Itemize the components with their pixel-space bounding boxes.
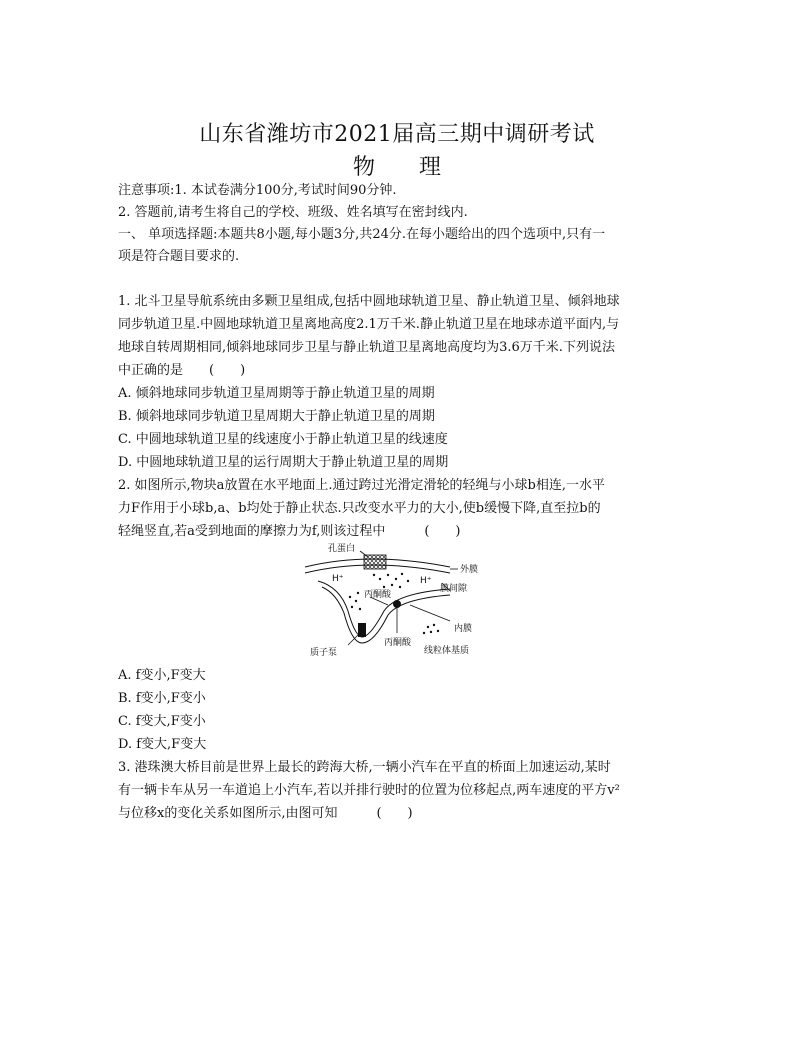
q2-stem-line-3: 轻绳竖直,若a受到地面的摩擦力为f,则该过程中 ( ) bbox=[118, 524, 461, 539]
label-inner-membrane: 内膜 bbox=[454, 624, 473, 634]
q3-stem-line-3: 与位移x的变化关系如图所示,由图可知 ( ) bbox=[118, 806, 413, 821]
label-matrix: 线粒体基质 bbox=[424, 646, 470, 656]
q3-stem-line-2: 有一辆卡车从另一车道追上小汽车,若以并排行驶时的位置为位移起点,两车速度的平方v² bbox=[118, 783, 620, 798]
label-outer-membrane: 外膜 bbox=[460, 565, 479, 575]
porin-protein bbox=[364, 555, 386, 569]
q1-option-c: C. 中圆地球轨道卫星的线速度小于静止轨道卫星的线速度 bbox=[118, 432, 448, 447]
q2-option-b: B. f变小,F变小 bbox=[118, 691, 206, 706]
q1-stem-line-1: 1. 北斗卫星导航系统由多颗卫星组成,包括中圆地球轨道卫星、静止轨道卫星、倾斜地球 bbox=[118, 294, 620, 309]
section-heading-line-1: 一、 单项选择题:本题共8小题,每小题3分,共24分.在每小题给出的四个选项中,只有一 bbox=[118, 227, 606, 242]
q1-stem-line-4: 中正确的是 ( ) bbox=[118, 363, 246, 378]
exam-title: 山东省潍坊市2021届高三期中调研考试 bbox=[199, 122, 595, 147]
label-proton-pump: 质子泵 bbox=[310, 648, 338, 657]
notes-line-2: 2. 答题前,请考生将自己的学校、班级、姓名填写在密封线内. bbox=[118, 205, 468, 220]
q1-stem-line-2: 同步轨道卫星.中圆地球轨道卫星离地高度2.1万千米.静止轨道卫星在地球赤道平面内,与 bbox=[118, 317, 620, 332]
q2-option-a: A. f变小,F变大 bbox=[118, 668, 206, 683]
section-heading-line-2: 项是符合题目要求的. bbox=[118, 249, 240, 264]
q3-stem-line-1: 3. 港珠澳大桥目前是世界上最长的跨海大桥,一辆小汽车在平直的桥面上加速运动,某时 bbox=[118, 760, 611, 775]
mitochondria-membrane-diagram bbox=[300, 541, 490, 657]
proton-pump bbox=[358, 623, 366, 637]
pyruvate-transporter bbox=[393, 600, 401, 608]
q2-stem-line-2: 力F作用于小球b,a、b均处于静止状态.只改变水平力的大小,使b缓慢下降,直至拉b的 bbox=[118, 501, 601, 516]
q1-option-b: B. 倾斜地球同步轨道卫星周期大于静止轨道卫星的周期 bbox=[118, 409, 435, 424]
q2-option-d: D. f变大,F变大 bbox=[118, 737, 207, 752]
q2-stem-line-1: 2. 如图所示,物块a放置在水平地面上.通过跨过光滑定滑轮的轻绳与小球b相连,一水平 bbox=[118, 478, 606, 493]
notes-line-1: 注意事项:1. 本试卷满分100分,考试时间90分钟. bbox=[118, 183, 397, 198]
q1-option-d: D. 中圆地球轨道卫星的运行周期大于静止轨道卫星的周期 bbox=[118, 455, 449, 470]
label-porin: 孔蛋白 bbox=[328, 544, 356, 554]
label-pyruvate-upper: 丙酮酸 bbox=[364, 590, 392, 600]
label-proton-right: H⁺ bbox=[420, 576, 432, 586]
q1-stem-line-3: 地球自转周期相同,倾斜地球同步卫星与静止轨道卫星离地高度均为3.6万千米.下列说法 bbox=[118, 340, 615, 355]
q2-option-c: C. f变大,F变小 bbox=[118, 714, 206, 729]
subject-title: 物 理 bbox=[352, 155, 441, 180]
label-intermembrane-space: 膜间隙 bbox=[440, 584, 468, 594]
label-pyruvate-lower: 丙酮酸 bbox=[384, 638, 412, 648]
label-proton-left: H⁺ bbox=[332, 574, 344, 584]
q1-option-a: A. 倾斜地球同步轨道卫星周期等于静止轨道卫星的周期 bbox=[118, 386, 435, 401]
